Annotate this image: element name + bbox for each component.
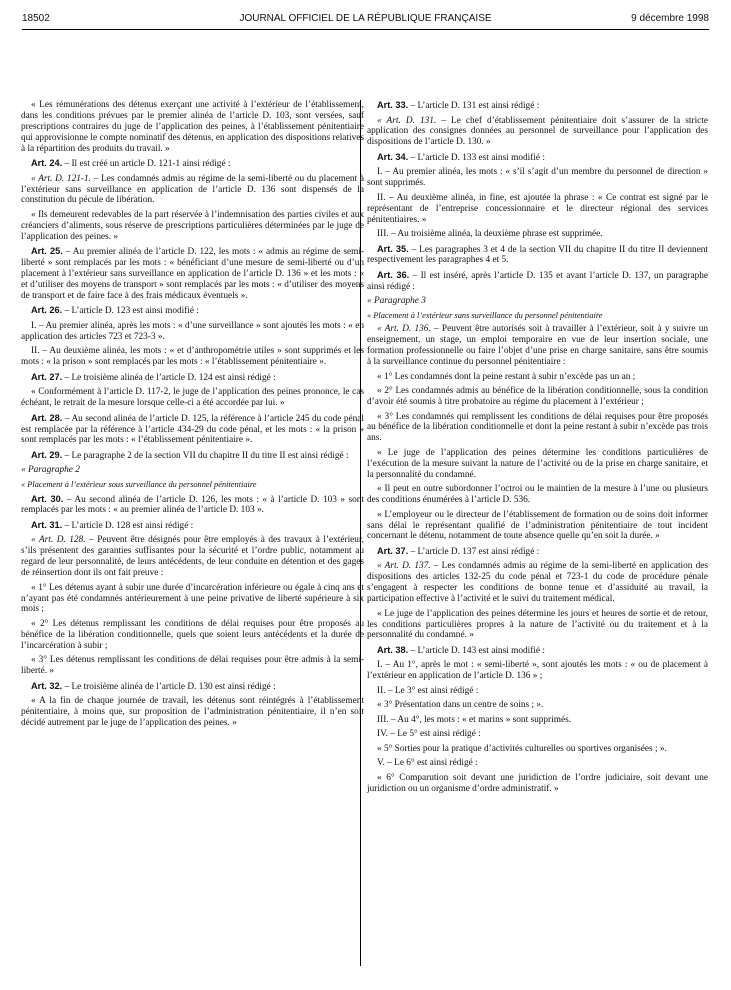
section-heading: « Paragraphe 2 [21,465,80,476]
body-paragraph: « Le juge de l’application des peines détermine les conditions particulières de l’exécution de la mesure suivant la nature de l’activité ou de la prise en charge sanitaire, et la personnalité du condamné. [367,447,708,480]
article-label: Art. 36. [377,269,410,280]
body-paragraph: « Il peut en outre subordonner l’octroi ou le maintien de la mesure à l’une ou plusieurs des conditions énumérées à l’article D. 536. [367,484,708,506]
article-text: – Le troisième alinéa de l’article D. 130 est ainsi rédigé : [62,681,276,692]
article-text: – L’article D. 137 est ainsi rédigé : [408,546,540,557]
article-label: Art. 38. [377,644,409,655]
body-paragraph: « 5° Sorties pour la pratique d’activités culturelles ou sportives organisées ; ». [377,743,667,754]
body-paragraph: « 3° Les détenus remplissant les conditions de délai requises pour être admis à la semi-liberté. » [21,655,364,677]
journal-title: JOURNAL OFFICIEL DE LA RÉPUBLIQUE FRANÇAISE [239,13,492,24]
body-paragraph: « Les rémunérations des détenus exerçant une activité à l’extérieur de l’établissement, dans les conditions prévues par le premier alinéa de l’article D. 103, sont versées, sauf prescriptions contraires du juge de l’application des peines, à l’établissement pénitentiaire qui approvisionne le compte nominatif des détenus, en application des dispositions relatives à la répartition des produits du travail. » [21,100,364,154]
body-paragraph: « Conformément à l’article D. 117-2, le juge de l’application des peines prononce, le cas échéant, le retrait de la mesure lorsque celle-ci a été accordée par lui. » [21,387,364,409]
page-number: 18502 [22,13,50,24]
body-paragraph [21,174,364,207]
article-paragraph [21,158,364,170]
page-header [22,10,709,32]
article-label: Art. 33. [377,100,409,110]
section-subheading: « Placement à l’extérieur sous surveillance du personnel pénitentiaire [21,479,257,489]
article-paragraph [21,413,364,447]
article-reference: « Art. D. 131. [377,115,437,126]
paragraph-text: – Peuvent être autorisés soit à travailler à l’extérieur, soit à y suivre un enseignement, un stage, un emploi temporaire en vue de leur insertion sociale, une formation professionnelle ou faire l’objet d’une prise en charge sanitaire, sans être soumis à la surveillance continue du personnel pénitentiaire : [367,324,708,368]
paragraph-text: – Le chef d’établissement pénitentiaire doit s’assurer de la stricte application des consignes données au personnel de surveillance pour l’application des dispositions de l’article D. 130. » [367,115,708,148]
body-paragraph [21,535,364,579]
article-paragraph [21,494,364,517]
article-text: – Le troisième alinéa de l’article D. 124 est ainsi rédigé : [62,372,276,383]
body-paragraph: I. – Au premier alinéa, les mots : « s’il s’agit d’un membre du personnel de direction » sont supprimés. [367,167,708,189]
body-paragraph: II. – Au deuxième alinéa, in fine, est ajoutée la phrase : « Ce contrat est signé par le représentant de l’entreprise concessionnaire et le directeur régional des services pénitentiaires. » [367,192,708,225]
body-paragraph [367,116,708,149]
article-paragraph [367,270,708,293]
body-paragraph: « 2° Les détenus remplissant les conditions de délai requises pour être proposés au bénéfice de la libération conditionnelle, quels que soient leurs antécédents et la durée de l’incarcération à subir ; [21,618,364,651]
article-text: – L’article D. 131 est ainsi rédigé : [408,101,540,111]
article-paragraph [367,645,708,657]
article-reference: « Art. D. 137. [377,561,431,572]
article-paragraph [21,520,364,532]
body-paragraph: « Le juge de l’application des peines détermine les jours et heures de sortie et de retour, les conditions particulières propres à la nature de l’activité ou du traitement et à la personnalité du condamné. » [367,608,708,641]
body-paragraph: II. – Le 3° est ainsi rédigé : [377,685,479,696]
right-column [367,100,708,798]
article-reference: « Art. D. 136. [377,324,431,335]
body-paragraph: « 6° Comparution soit devant une juridiction de l’ordre judiciaire, soit devant une juridiction ou un organisme d’ordre administratif. » [367,772,708,794]
article-text: – L’article D. 143 est ainsi modifié : [408,645,545,656]
body-paragraph: I. – Au premier alinéa, après les mots : « d’une surveillance » sont ajoutés les mots : « en application des articles 723 et 723-3 ». [21,320,364,342]
article-label: Art. 29. [31,449,63,460]
article-text: – Au premier alinéa de l’article D. 122, les mots : « admis au régime de semi-liberté » sont remplacés par les mots : « bénéficiant d’une mesure de semi-liberté ou d’un placement à l’extérieur sans surveillance en application de l’article D. 136 » et les mots : « et d’utiliser des moyens de transport » sont remplacés par les mots : « d’utiliser des moyens de transport et de faire face à des frais médicaux éventuels ». [21,247,364,301]
article-text: – Au second alinéa de l’article D. 125, la référence à l’article 245 du code pénal est remplacée par la référence à l’article 434-29 du code pénal, et les mots : « la prison » sont remplacés par les mots : « l’établissement pénitentiaire ». [21,413,364,446]
paragraph-text: – Peuvent être désignés pour être employés à des travaux à l’extérieur, s’ils présentent des garanties suffisantes pour la sécurité et l’ordre public, notamment au regard de leur personnalité, de leurs antécédents, de leur conduite en détention et des gages de réinsertion dont ils ont fait preuve : [21,535,364,579]
article-paragraph [21,246,364,302]
article-label: Art. 30. [31,493,64,504]
body-paragraph: III. – Au troisième alinéa, la deuxième phrase est supprimée. [377,229,603,240]
article-label: Art. 25. [31,246,63,257]
body-paragraph: « 1° Les condamnés dont la peine restant à subir n’excède pas un an ; [377,371,636,382]
body-paragraph: I. – Au 1°, après le mot : « semi-liberté », sont ajoutés les mots : « ou de placement à l’extérieur en application de l’article D. 136 » ; [367,660,708,682]
article-text: – Au second alinéa de l’article D. 126, les mots : « à l’article D. 103 » sont remplacés par les mots : « au premier alinéa de l’article D. 103 ». [21,494,364,516]
body-paragraph: « 1° Les détenus ayant à subir une durée d’incarcération inférieure ou égale à cinq ans et n’ayant pas été condamnés antérieurement à une peine privative de liberté supérieure à six mois ; [21,582,364,615]
body-paragraph: « 3° Les condamnés qui remplissent les conditions de délai requises pour être proposés au bénéfice de la libération conditionnelle et dont la peine restant à subir n’excède pas trois ans. [367,411,708,444]
article-label: Art. 24. [31,158,63,169]
article-label: Art. 27. [31,371,63,382]
header-rule [22,29,709,30]
section-heading: « Paragraphe 3 [367,296,426,307]
article-reference: « Art. D. 121-1. [31,173,91,184]
article-paragraph [21,305,364,317]
article-paragraph [21,681,364,693]
article-label: Art. 31. [31,519,63,530]
article-text: – Il est créé un article D. 121-1 ainsi rédigé : [62,159,231,170]
article-paragraph [367,546,708,558]
body-paragraph [367,561,708,605]
body-paragraph: V. – Le 6° est ainsi rédigé : [377,758,478,769]
article-label: Art. 32. [31,680,63,691]
body-paragraph: « Ils demeurent redevables de la part réservée à l’indemnisation des parties civiles et aux créanciers d’aliments, sous réserve de prescriptions particulières déterminées par le juge de l’application des peines. » [21,209,364,242]
paragraph-text: – Les condamnés admis au régime de la semi-liberté ou du placement à l’extérieur sans surveillance en application de l’article D. 136 sont dispensés de la constitution du pécule de libération. [21,173,364,206]
article-paragraph [21,450,364,462]
article-label: Art. 35. [377,243,409,254]
article-label: Art. 28. [31,412,63,423]
article-text: – L’article D. 123 est ainsi modifié : [62,306,199,317]
issue-date: 9 décembre 1998 [631,13,709,24]
article-text: – Les paragraphes 3 et 4 de la section VII du chapitre II du titre II deviennent respectivement les paragraphes 4 et 5. [367,244,708,266]
body-paragraph: III. – Au 4°, les mots : « et marins » sont supprimés. [377,714,572,725]
article-text: – Il est inséré, après l’article D. 135 et avant l’article D. 137, un paragraphe ainsi rédigé : [367,270,709,292]
article-paragraph [21,372,364,384]
body-paragraph: « 2° Les condamnés admis au bénéfice de la libération conditionnelle, sous la condition d’avoir été soumis à titre probatoire au régime du placement à l’extérieur ; [367,386,708,408]
article-label: Art. 37. [377,545,409,556]
article-reference: « Art. D. 128. [31,535,86,546]
body-paragraph [367,324,708,368]
body-paragraph: « 3° Présentation dans un centre de soins ; ». [377,700,544,711]
article-paragraph [367,152,708,164]
paragraph-text: – Les condamnés admis au régime de la semi-liberté en application des dispositions des articles 132-25 du code pénal et 723-1 du code de procédure pénale s’engagent à respecter les conditions de bonne tenue et d’assiduité au travail, la participation effective à l’activité et le suivi du traitement médical. [367,561,709,605]
body-paragraph: IV. – Le 5° est ainsi rédigé : [377,729,481,740]
body-paragraph: « A la fin de chaque journée de travail, les détenus sont réintégrés à l’établissement pénitentiaire, à moins que, sur proposition de l’administration pénitentiaire, il n’en soit décidé autrement par le juge de l’application des peines. » [21,696,364,728]
article-paragraph [367,100,708,112]
article-text: – L’article D. 128 est ainsi rédigé : [62,520,194,531]
body-paragraph: « L’employeur ou le directeur de l’établissement de formation ou de soins doit informer sans délai le représentant qualifié de l’administration pénitentiaire de tout incident concernant le détenu, notamment de toute absence quelle qu’en soit la durée. » [367,509,708,542]
article-text: – Le paragraphe 2 de la section VII du chapitre II du titre II est ainsi rédigé : [62,450,349,461]
article-label: Art. 34. [377,151,409,162]
article-text: – L’article D. 133 est ainsi modifié : [408,152,545,163]
section-subheading: « Placement à l’extérieur sans surveillance du personnel pénitentiaire [367,310,603,320]
article-label: Art. 26. [31,305,63,316]
body-paragraph: II. – Au deuxième alinéa, les mots : « et d’anthropométrie utiles » sont supprimés et les mots : « la prison » sont remplacés par les mots : « l’établissement pénitentiaire ». [21,346,364,368]
article-paragraph [367,244,708,267]
column-divider [360,100,361,966]
left-column [21,100,364,732]
